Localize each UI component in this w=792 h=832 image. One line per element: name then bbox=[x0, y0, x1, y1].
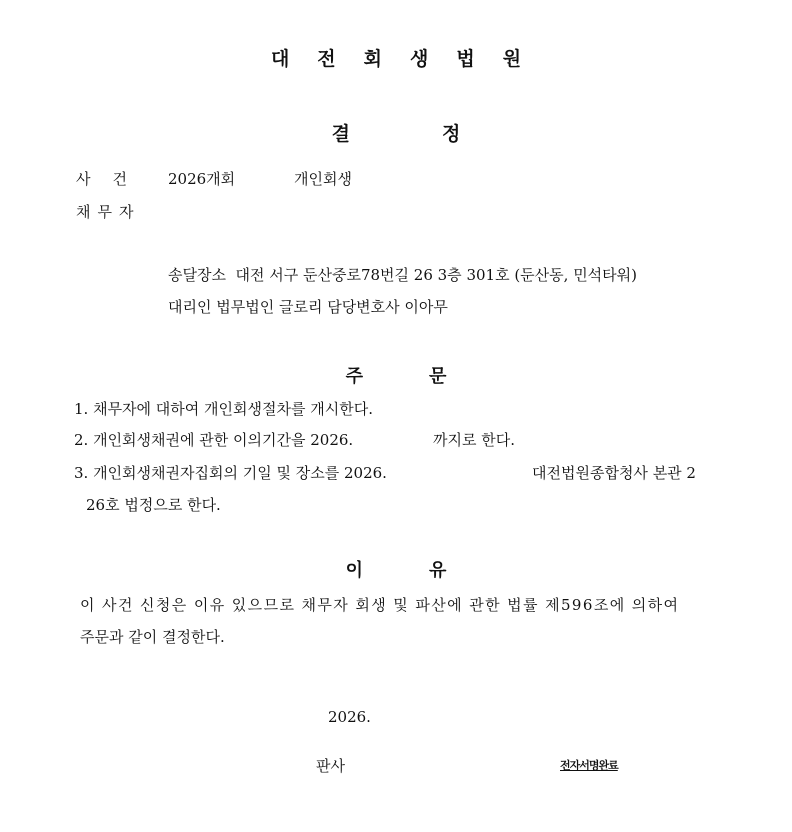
service-address: 송달장소 대전 서구 둔산중로78번길 26 3층 301호 (둔산동, 민석타워) bbox=[168, 266, 638, 284]
order-title: 주문 bbox=[345, 366, 513, 387]
order-item-3-cont: 26호 법정으로 한다. bbox=[86, 496, 221, 514]
case-label: 사건 bbox=[76, 170, 149, 188]
legal-agent: 대리인 법무법인 글로리 담당변호사 이아무 bbox=[168, 298, 448, 316]
decision-date: 2026. bbox=[328, 708, 371, 726]
order-item-3: 3. 개인회생채권자집회의 기일 및 장소를 2026. bbox=[74, 464, 387, 482]
judge-label: 판사 bbox=[316, 757, 345, 775]
electronic-signature: 전자서명완료 bbox=[560, 759, 618, 772]
order-item-1: 1. 채무자에 대하여 개인회생절차를 개시한다. bbox=[74, 400, 373, 418]
case-number: 2026개회 bbox=[168, 170, 236, 188]
case-type: 개인회생 bbox=[294, 170, 352, 188]
court-name: 대전회생법원 bbox=[270, 48, 550, 70]
document-title: 결정 bbox=[331, 123, 553, 145]
order-item-2: 2. 개인회생채권에 관한 이의기간을 2026. bbox=[74, 431, 354, 449]
reason-title: 이유 bbox=[345, 560, 513, 581]
debtor-label: 채무자 bbox=[76, 203, 141, 221]
order-item-3-place: 대전법원종합청사 본관 2 bbox=[532, 464, 696, 482]
order-item-2-suffix: 까지로 한다. bbox=[433, 431, 515, 449]
reason-line-1: 이 사건 신청은 이유 있으므로 채무자 회생 및 파산에 관한 법률 제596조에 의하여 bbox=[80, 596, 680, 614]
reason-line-2: 주문과 같이 결정한다. bbox=[80, 628, 225, 646]
